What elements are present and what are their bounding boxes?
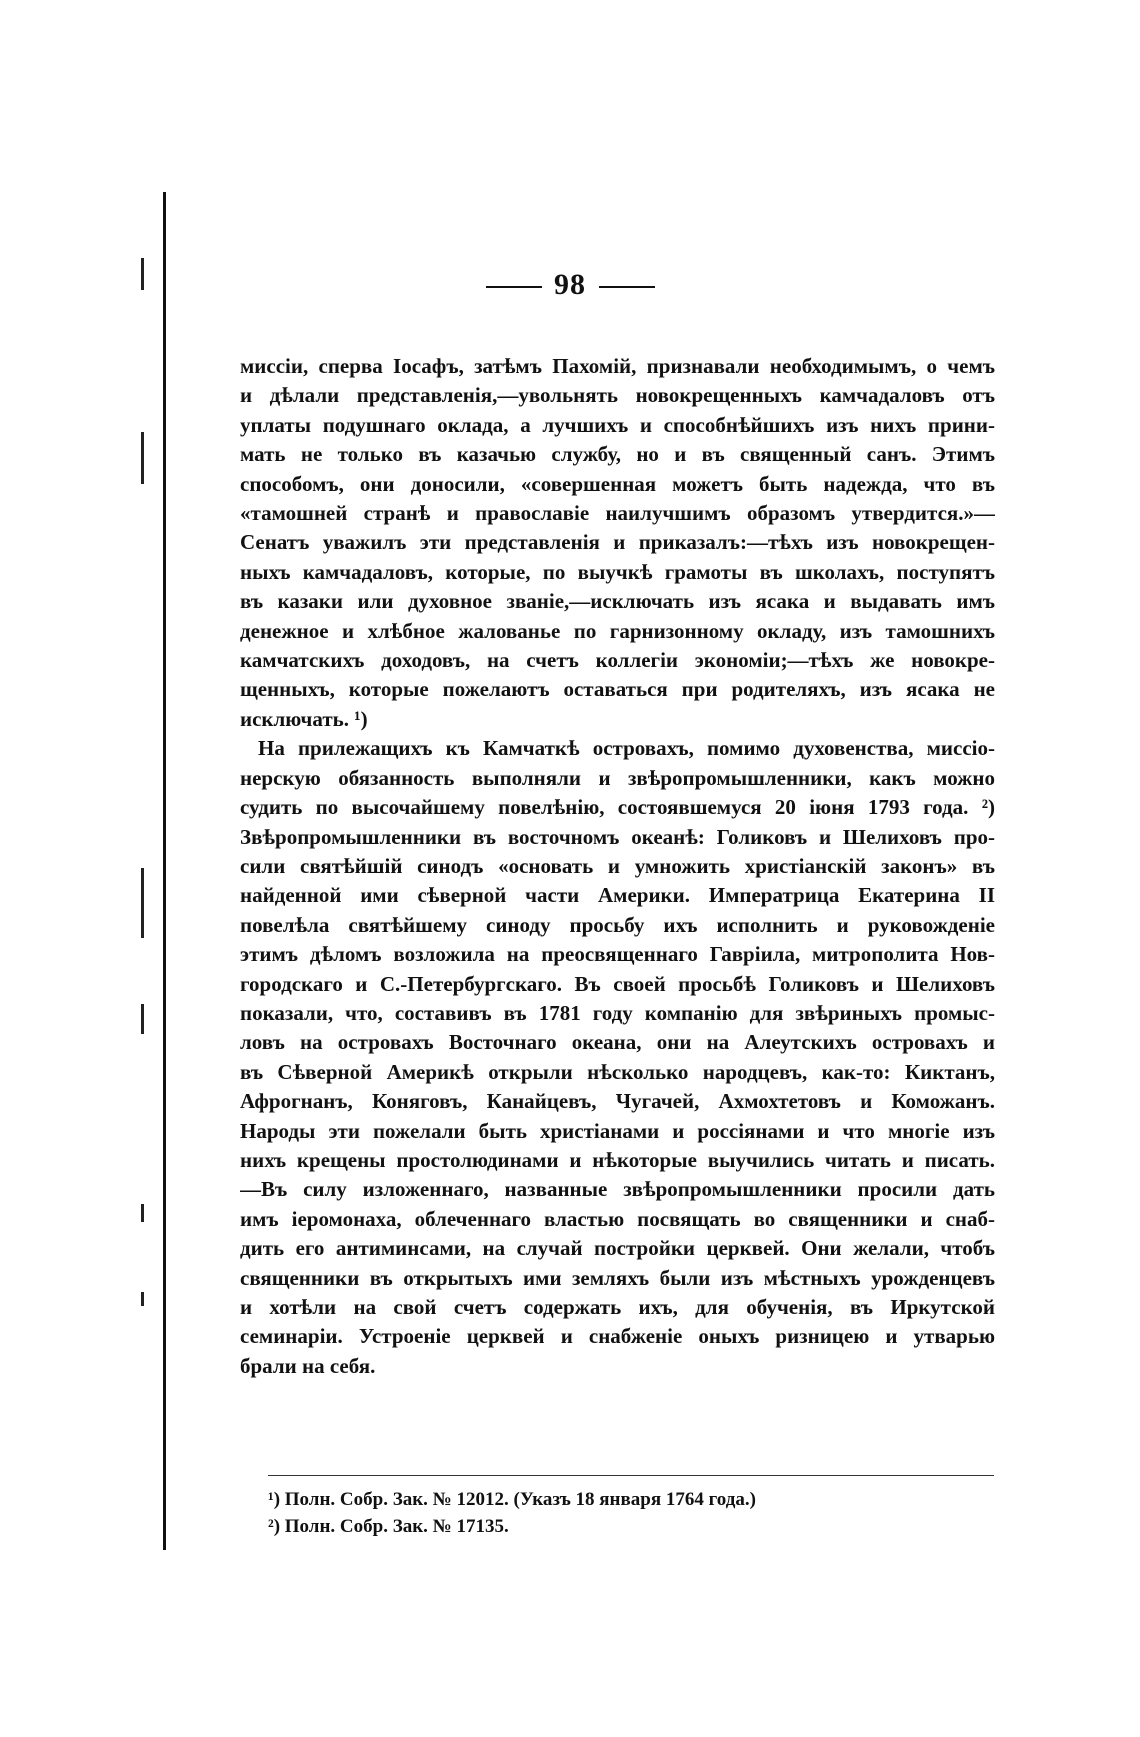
text-line: нерскую обязанность выполняли и звѣропромышленники, какъ можно bbox=[240, 765, 995, 790]
text-line: брали на себя. bbox=[240, 1353, 376, 1378]
text-line: этимъ дѣломъ возложила на преосвященнаго Гавріила, митрополита Нов- bbox=[240, 942, 995, 967]
text-line: «тамошней странѣ и православіе наилучшимъ образомъ утвердится.»— bbox=[240, 501, 995, 526]
footnote-2: ²) Полн. Собр. Зак. № 17135. bbox=[268, 1516, 509, 1537]
text-line: судить по высочайшему повелѣнію, состоявшемуся 20 іюня 1793 года. ²) bbox=[240, 795, 995, 820]
text-line: семинаріи. Устроеніе церквей и снабженіе оныхъ ризницею и утварью bbox=[240, 1324, 995, 1349]
footnotes bbox=[268, 1486, 994, 1540]
page-number-value: 98 bbox=[554, 268, 586, 301]
footnote-1: ¹) Полн. Собр. Зак. № 12012. (Указъ 18 января 1764 года.) bbox=[268, 1489, 756, 1510]
scan-mark bbox=[141, 1204, 144, 1222]
scan-mark bbox=[141, 432, 144, 484]
text-line: нихъ крещены простолюдинами и нѣкоторые выучились читать и писать. bbox=[240, 1147, 995, 1172]
text-line: мать не только въ казачью службу, но и въ священный санъ. Этимъ bbox=[240, 442, 995, 467]
text-line: Сенатъ уважилъ эти представленія и приказалъ:—тѣхъ изъ новокрещен- bbox=[240, 530, 995, 555]
text-line: и хотѣли на свой счетъ содержать ихъ, для обученія, въ Иркутской bbox=[240, 1295, 995, 1319]
page-number bbox=[0, 268, 1140, 302]
text-line: въ Сѣверной Америкѣ открыли нѣсколько народцевъ, как-то: Киктанъ, bbox=[240, 1059, 995, 1084]
text-line: денежное и хлѣбное жалованье по гарнизонному окладу, изъ тамошнихъ bbox=[240, 618, 995, 643]
scan-mark bbox=[141, 868, 144, 938]
body-text bbox=[240, 352, 995, 1381]
text-line: показали, что, составивъ въ 1781 году компанію для звѣриныхъ промыс- bbox=[240, 1000, 995, 1025]
text-line: способомъ, они доносили, «совершенная можетъ быть надежда, что въ bbox=[240, 471, 995, 496]
page-number-ornament bbox=[486, 286, 542, 288]
scan-mark bbox=[141, 1292, 144, 1306]
text-line: дить его антиминсами, на случай постройки церквей. Они желали, чтобъ bbox=[240, 1236, 995, 1261]
scan-mark bbox=[141, 1004, 144, 1034]
text-line: сили святѣйшій синодъ «основать и умножить христіанскій законъ» въ bbox=[240, 853, 995, 878]
text-line: На прилежащихъ къ Камчаткѣ островахъ, помимо духовенства, миссіо- bbox=[258, 736, 995, 761]
page-binding-edge bbox=[163, 192, 166, 1550]
text-line: ловъ на островахъ Восточнаго океана, они на Алеутскихъ островахъ и bbox=[240, 1030, 995, 1055]
text-line: Афрогнанъ, Коняговъ, Канайцевъ, Чугачей, Ахмохтетовъ и Коможанъ. bbox=[240, 1089, 995, 1114]
text-line: въ казаки или духовное званіе,—исключать изъ ясака и выдавать имъ bbox=[240, 589, 995, 614]
text-line: уплаты подушнаго оклада, а лучшихъ и способнѣйшихъ изъ нихъ прини- bbox=[240, 412, 995, 437]
text-line: исключать. ¹) bbox=[240, 706, 368, 731]
text-line: ныхъ камчадаловъ, которые, по выучкѣ грамоты въ школахъ, поступятъ bbox=[240, 559, 995, 584]
text-line: Народы эти пожелали быть христіанами и россіянами и что многіе изъ bbox=[240, 1118, 995, 1143]
text-line: камчатскихъ доходовъ, на счетъ коллегіи экономіи;—тѣхъ же новокре- bbox=[240, 648, 995, 673]
text-line: —Въ силу изложеннаго, названные звѣропромышленники просили дать bbox=[240, 1177, 995, 1202]
page-number-ornament bbox=[599, 286, 655, 288]
text-line: найденной ими сѣверной части Америки. Императрица Екатерина II bbox=[240, 883, 995, 908]
text-line: повелѣла святѣйшему синоду просьбу ихъ исполнить и руковожденіе bbox=[240, 912, 995, 937]
text-line: и дѣлали представленія,—увольнять новокрещенныхъ камчадаловъ отъ bbox=[240, 383, 995, 408]
text-line: щенныхъ, которые пожелаютъ оставаться при родителяхъ, изъ ясака не bbox=[240, 677, 995, 702]
text-line: городскаго и С.-Петербургскаго. Въ своей просьбѣ Голиковъ и Шелиховъ bbox=[240, 971, 995, 996]
text-line: имъ іеромонаха, облеченнаго властью посвящать во священники и снаб- bbox=[240, 1206, 995, 1231]
text-line: священники въ открытыхъ ими земляхъ были изъ мѣстныхъ урожденцевъ bbox=[240, 1265, 995, 1290]
text-line: миссіи, сперва Іосафъ, затѣмъ Пахомій, признавали необходимымъ, о чемъ bbox=[240, 354, 995, 378]
text-line: Звѣропромышленники въ восточномъ океанѣ: Голиковъ и Шелиховъ про- bbox=[240, 824, 995, 849]
footnote-rule bbox=[268, 1475, 994, 1476]
